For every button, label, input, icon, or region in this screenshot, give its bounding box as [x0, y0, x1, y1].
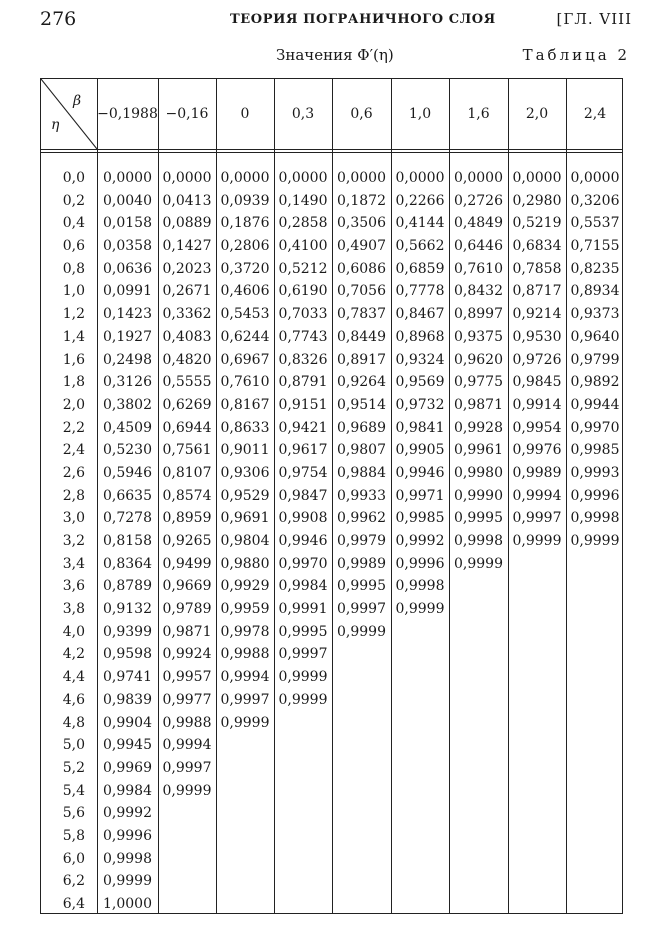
corner-eta-label: η: [51, 117, 60, 133]
eta-column: [41, 167, 85, 916]
eta-cell: 1,4: [62, 328, 85, 345]
value-cell: 0,9514: [337, 396, 386, 413]
value-cell: 0,9214: [512, 306, 562, 323]
value-cell: 0,5555: [162, 374, 212, 391]
value-cell: 0,8449: [337, 328, 386, 345]
value-cell: 0,9999: [395, 601, 445, 618]
value-column: [566, 167, 624, 553]
eta-cell: 4,8: [62, 714, 85, 731]
eta-cell: 4,4: [62, 669, 85, 686]
value-cell: 0,9789: [162, 601, 212, 618]
value-cell: 0,6834: [512, 238, 562, 255]
value-cell: 0,9373: [570, 306, 620, 323]
value-cell: 0,5537: [570, 215, 620, 232]
value-cell: 0,9741: [103, 669, 152, 686]
value-cell: 0,9871: [162, 623, 212, 640]
value-cell: 0,9995: [454, 510, 503, 527]
value-cell: 0,9617: [278, 442, 328, 459]
value-cell: 0,9969: [103, 759, 152, 776]
value-column: [391, 167, 449, 621]
value-cell: 0,9732: [395, 396, 445, 413]
value-cell: 0,9908: [278, 510, 328, 527]
value-cell: 0,5219: [512, 215, 562, 232]
eta-cell: 2,2: [62, 419, 85, 436]
value-column: [216, 167, 274, 734]
value-cell: 0,9996: [103, 827, 152, 844]
value-cell: 0,9689: [337, 419, 386, 436]
value-cell: 0,0000: [454, 170, 503, 186]
value-cell: 0,5946: [103, 464, 152, 481]
value-cell: 0,9892: [570, 374, 620, 391]
value-column: [449, 167, 508, 575]
value-cell: 0,6967: [220, 351, 270, 368]
value-cell: 0,4144: [395, 215, 445, 232]
value-column: [158, 167, 216, 802]
value-cell: 0,9999: [162, 782, 212, 799]
eta-cell: 1,6: [62, 351, 85, 368]
value-cell: 0,9598: [103, 646, 152, 663]
value-cell: 0,8789: [103, 578, 152, 595]
eta-cell: 2,4: [62, 442, 85, 459]
value-cell: 0,9324: [395, 351, 445, 368]
column-header: 0,3: [291, 106, 315, 122]
value-cell: 0,9499: [162, 555, 212, 572]
value-cell: 0,3506: [337, 215, 386, 232]
value-cell: 0,6635: [103, 487, 152, 504]
eta-cell: 3,2: [62, 533, 85, 549]
value-cell: 0,9992: [103, 805, 152, 822]
value-cell: 0,3720: [220, 260, 270, 277]
value-cell: 0,9990: [454, 487, 503, 504]
value-cell: 0,5453: [220, 306, 270, 323]
value-cell: 0,9996: [570, 487, 620, 504]
value-cell: 0,9871: [454, 396, 503, 413]
eta-cell: 0,2: [62, 192, 85, 209]
value-cell: 0,9132: [103, 601, 152, 618]
value-cell: 0,4509: [103, 419, 152, 436]
value-cell: 0,9375: [454, 328, 503, 345]
eta-cell: 1,0: [62, 283, 85, 300]
column-header: 1,6: [467, 106, 490, 122]
value-cell: 0,9999: [220, 714, 270, 731]
eta-cell: 5,6: [62, 805, 85, 822]
value-cell: 0,9994: [162, 737, 212, 754]
running-title: ТЕОРИЯ ПОГРАНИЧНОГО СЛОЯ: [230, 12, 496, 27]
value-cell: 0,9399: [103, 623, 152, 640]
value-cell: 0,9989: [512, 464, 562, 481]
value-cell: 0,9997: [162, 759, 212, 776]
column-header: 0,6: [350, 106, 373, 122]
value-cell: 0,2726: [454, 192, 503, 209]
value-cell: 0,9999: [278, 691, 328, 708]
value-cell: 0,9979: [337, 533, 386, 549]
value-cell: 0,9904: [103, 714, 152, 731]
eta-cell: 6,4: [62, 896, 85, 912]
value-cell: 0,8917: [337, 351, 386, 368]
value-cell: 0,9992: [395, 533, 445, 549]
eta-cell: 1,2: [62, 306, 85, 323]
value-cell: 0,9991: [278, 601, 328, 618]
value-cell: 0,9775: [454, 374, 503, 391]
value-cell: 0,9995: [337, 578, 386, 595]
value-cell: 0,0939: [220, 192, 270, 209]
value-cell: 0,1427: [162, 238, 212, 255]
value-cell: 0,4100: [278, 238, 328, 255]
value-cell: 0,6944: [162, 419, 212, 436]
eta-cell: 0,0: [62, 170, 85, 186]
eta-cell: 5,8: [62, 827, 85, 844]
value-cell: 0,9691: [220, 510, 270, 527]
eta-cell: 5,4: [62, 782, 85, 799]
value-cell: 0,9946: [278, 533, 328, 549]
value-cell: 0,9997: [337, 601, 386, 618]
value-cell: 0,9944: [570, 396, 620, 413]
value-cell: 0,6859: [395, 260, 445, 277]
value-cell: 0,9999: [570, 533, 620, 549]
value-cell: 0,9988: [220, 646, 270, 663]
value-cell: 0,4820: [162, 351, 212, 368]
value-cell: 0,7278: [103, 510, 152, 527]
value-cell: 0,6244: [220, 328, 270, 345]
value-cell: 0,9998: [395, 578, 445, 595]
value-cell: 0,1927: [103, 328, 152, 345]
value-cell: 0,9011: [220, 442, 270, 459]
value-cell: 0,9914: [512, 396, 562, 413]
value-cell: 0,8959: [162, 510, 212, 527]
value-cell: 0,3802: [103, 396, 152, 413]
value-cell: 0,2498: [103, 351, 152, 368]
value-cell: 0,9997: [512, 510, 562, 527]
value-cell: 0,9845: [512, 374, 562, 391]
eta-cell: 2,6: [62, 464, 85, 481]
value-cell: 0,9999: [103, 873, 152, 890]
value-cell: 0,0000: [278, 170, 328, 186]
value-cell: 0,4606: [220, 283, 270, 300]
values-table: [40, 78, 623, 914]
eta-cell: 0,4: [62, 215, 85, 232]
column-header: 2,4: [583, 106, 607, 122]
value-cell: 0,2858: [278, 215, 328, 232]
value-cell: 0,9569: [395, 374, 445, 391]
value-cell: 0,9726: [512, 351, 562, 368]
eta-cell: 0,8: [62, 260, 85, 277]
value-column: [332, 167, 391, 643]
value-cell: 0,3362: [162, 306, 212, 323]
value-cell: 0,9970: [278, 555, 328, 572]
value-cell: 0,8633: [220, 419, 270, 436]
value-cell: 0,2806: [220, 238, 270, 255]
column-header: −0,16: [165, 106, 209, 122]
value-cell: 0,6269: [162, 396, 212, 413]
value-cell: 0,0000: [220, 170, 270, 186]
value-cell: 0,9996: [395, 555, 445, 572]
value-cell: 0,9804: [220, 533, 270, 549]
value-cell: 0,9961: [454, 442, 503, 459]
value-cell: 0,7155: [570, 238, 620, 255]
value-cell: 0,9306: [220, 464, 270, 481]
value-cell: 0,0000: [395, 170, 445, 186]
value-cell: 0,5662: [395, 238, 445, 255]
column-header: 0: [240, 106, 250, 122]
value-cell: 0,9151: [278, 396, 328, 413]
value-cell: 0,9264: [337, 374, 386, 391]
value-cell: 0,7743: [278, 328, 328, 345]
value-cell: 0,8791: [278, 374, 328, 391]
value-cell: 0,9962: [337, 510, 386, 527]
value-cell: 0,9754: [278, 464, 328, 481]
eta-cell: 6,0: [62, 850, 85, 867]
value-cell: 0,9884: [337, 464, 386, 481]
value-cell: 0,9993: [570, 464, 620, 481]
corner-beta-label: β: [73, 93, 82, 109]
value-cell: 0,9971: [395, 487, 445, 504]
chapter-label: [ГЛ. VIII: [556, 10, 632, 28]
value-cell: 0,8364: [103, 555, 152, 572]
value-cell: 0,8432: [454, 283, 503, 300]
value-cell: 0,9985: [570, 442, 620, 459]
value-cell: 0,5212: [278, 260, 328, 277]
value-cell: 0,6446: [454, 238, 503, 255]
value-cell: 0,9529: [220, 487, 270, 504]
value-cell: 0,9933: [337, 487, 386, 504]
value-cell: 0,3126: [103, 374, 152, 391]
value-cell: 0,9421: [278, 419, 328, 436]
value-cell: 0,7056: [337, 283, 386, 300]
value-cell: 0,9905: [395, 442, 445, 459]
value-cell: 0,9999: [512, 533, 562, 549]
value-cell: 0,9880: [220, 555, 270, 572]
value-cell: 0,9985: [395, 510, 445, 527]
value-cell: 0,8467: [395, 306, 445, 323]
corner-diagonal: [41, 79, 97, 150]
value-cell: 0,9994: [220, 669, 270, 686]
value-cell: 0,0358: [103, 238, 152, 255]
value-cell: 0,3206: [570, 192, 620, 209]
value-cell: 0,1876: [220, 215, 270, 232]
value-cell: 0,9976: [512, 442, 562, 459]
value-cell: 0,8997: [454, 306, 503, 323]
value-cell: 0,8934: [570, 283, 620, 300]
value-cell: 0,0991: [103, 283, 152, 300]
value-cell: 0,8158: [103, 533, 152, 549]
value-cell: 0,9929: [220, 578, 270, 595]
value-cell: 0,4907: [337, 238, 386, 255]
eta-cell: 5,2: [62, 759, 85, 776]
value-cell: 0,8235: [570, 260, 620, 277]
value-cell: 0,7837: [337, 306, 386, 323]
value-cell: 0,9847: [278, 487, 328, 504]
value-cell: 0,9980: [454, 464, 503, 481]
value-cell: 0,9957: [162, 669, 212, 686]
value-cell: 0,9999: [278, 669, 328, 686]
value-cell: 0,9984: [103, 782, 152, 799]
table-caption: Значения Φ′(η): [276, 46, 394, 64]
eta-cell: 1,8: [62, 374, 85, 391]
value-cell: 0,7033: [278, 306, 328, 323]
value-cell: 0,9998: [570, 510, 620, 527]
value-column: [97, 167, 158, 916]
value-cell: 0,4849: [454, 215, 503, 232]
eta-cell: 3,4: [62, 555, 85, 572]
value-cell: 0,0636: [103, 260, 152, 277]
eta-cell: 3,6: [62, 578, 85, 595]
value-cell: 0,9530: [512, 328, 562, 345]
value-cell: 0,9946: [395, 464, 445, 481]
value-cell: 0,7778: [395, 283, 445, 300]
value-cell: 0,9999: [454, 555, 503, 572]
value-cell: 0,9669: [162, 578, 212, 595]
value-cell: 0,2671: [162, 283, 212, 300]
value-cell: 0,9954: [512, 419, 562, 436]
value-cell: 0,6190: [278, 283, 328, 300]
value-cell: 0,9989: [337, 555, 386, 572]
value-cell: 0,9839: [103, 691, 152, 708]
value-cell: 0,9620: [454, 351, 503, 368]
value-cell: 0,0413: [162, 192, 212, 209]
value-cell: 0,0000: [162, 170, 212, 186]
value-cell: 0,7610: [220, 374, 270, 391]
value-cell: 0,8107: [162, 464, 212, 481]
eta-cell: 0,6: [62, 238, 85, 255]
value-cell: 0,0000: [337, 170, 386, 186]
value-column: [274, 167, 332, 712]
value-cell: 0,8326: [278, 351, 328, 368]
column-header: −0,1988: [97, 106, 158, 122]
value-cell: 0,9928: [454, 419, 503, 436]
value-cell: 0,6086: [337, 260, 386, 277]
value-cell: 0,0000: [103, 170, 152, 186]
value-cell: 0,2023: [162, 260, 212, 277]
value-cell: 0,1423: [103, 306, 152, 323]
value-column: [508, 167, 566, 553]
value-cell: 0,5230: [103, 442, 152, 459]
value-cell: 0,0040: [103, 192, 152, 209]
value-cell: 0,4083: [162, 328, 212, 345]
value-cell: 0,8574: [162, 487, 212, 504]
eta-cell: 3,8: [62, 601, 85, 618]
value-cell: 0,9640: [570, 328, 620, 345]
value-cell: 0,8167: [220, 396, 270, 413]
value-cell: 0,2266: [395, 192, 445, 209]
value-cell: 0,8717: [512, 283, 562, 300]
value-cell: 0,9807: [337, 442, 386, 459]
value-cell: 0,9997: [278, 646, 328, 663]
value-cell: 0,8968: [395, 328, 445, 345]
page-header: [40, 8, 632, 34]
table-number-label: Таблица 2: [522, 46, 630, 64]
value-cell: 0,9998: [454, 533, 503, 549]
value-cell: 0,9988: [162, 714, 212, 731]
value-cell: 0,9970: [570, 419, 620, 436]
value-cell: 0,7858: [512, 260, 562, 277]
value-cell: 0,9945: [103, 737, 152, 754]
eta-cell: 2,0: [62, 396, 85, 413]
value-cell: 0,9984: [278, 578, 328, 595]
value-cell: 0,9924: [162, 646, 212, 663]
page-number: 276: [40, 8, 77, 30]
value-cell: 0,0000: [570, 170, 620, 186]
eta-cell: 2,8: [62, 487, 85, 504]
value-cell: 0,2980: [512, 192, 562, 209]
value-cell: 0,0158: [103, 215, 152, 232]
value-cell: 0,9959: [220, 601, 270, 618]
value-cell: 0,9799: [570, 351, 620, 368]
value-cell: 0,7610: [454, 260, 503, 277]
eta-cell: 6,2: [62, 873, 85, 890]
value-cell: 0,9978: [220, 623, 270, 640]
eta-cell: 5,0: [62, 737, 85, 754]
column-header: 1,0: [408, 106, 432, 122]
value-cell: 1,0000: [103, 896, 152, 912]
value-cell: 0,9999: [337, 623, 386, 640]
value-cell: 0,0000: [512, 170, 562, 186]
value-cell: 0,9995: [278, 623, 328, 640]
value-cell: 0,9841: [395, 419, 445, 436]
value-cell: 0,9265: [162, 533, 212, 549]
value-cell: 0,1872: [337, 192, 386, 209]
value-cell: 0,9994: [512, 487, 562, 504]
value-cell: 0,0889: [162, 215, 212, 232]
column-header: 2,0: [525, 106, 549, 122]
eta-cell: 3,0: [62, 510, 85, 527]
value-cell: 0,9997: [220, 691, 270, 708]
value-cell: 0,7561: [162, 442, 212, 459]
value-cell: 0,9977: [162, 691, 212, 708]
eta-cell: 4,6: [62, 691, 85, 708]
eta-cell: 4,0: [62, 623, 85, 640]
value-cell: 0,9998: [103, 850, 152, 867]
value-cell: 0,1490: [278, 192, 328, 209]
eta-cell: 4,2: [62, 646, 85, 663]
